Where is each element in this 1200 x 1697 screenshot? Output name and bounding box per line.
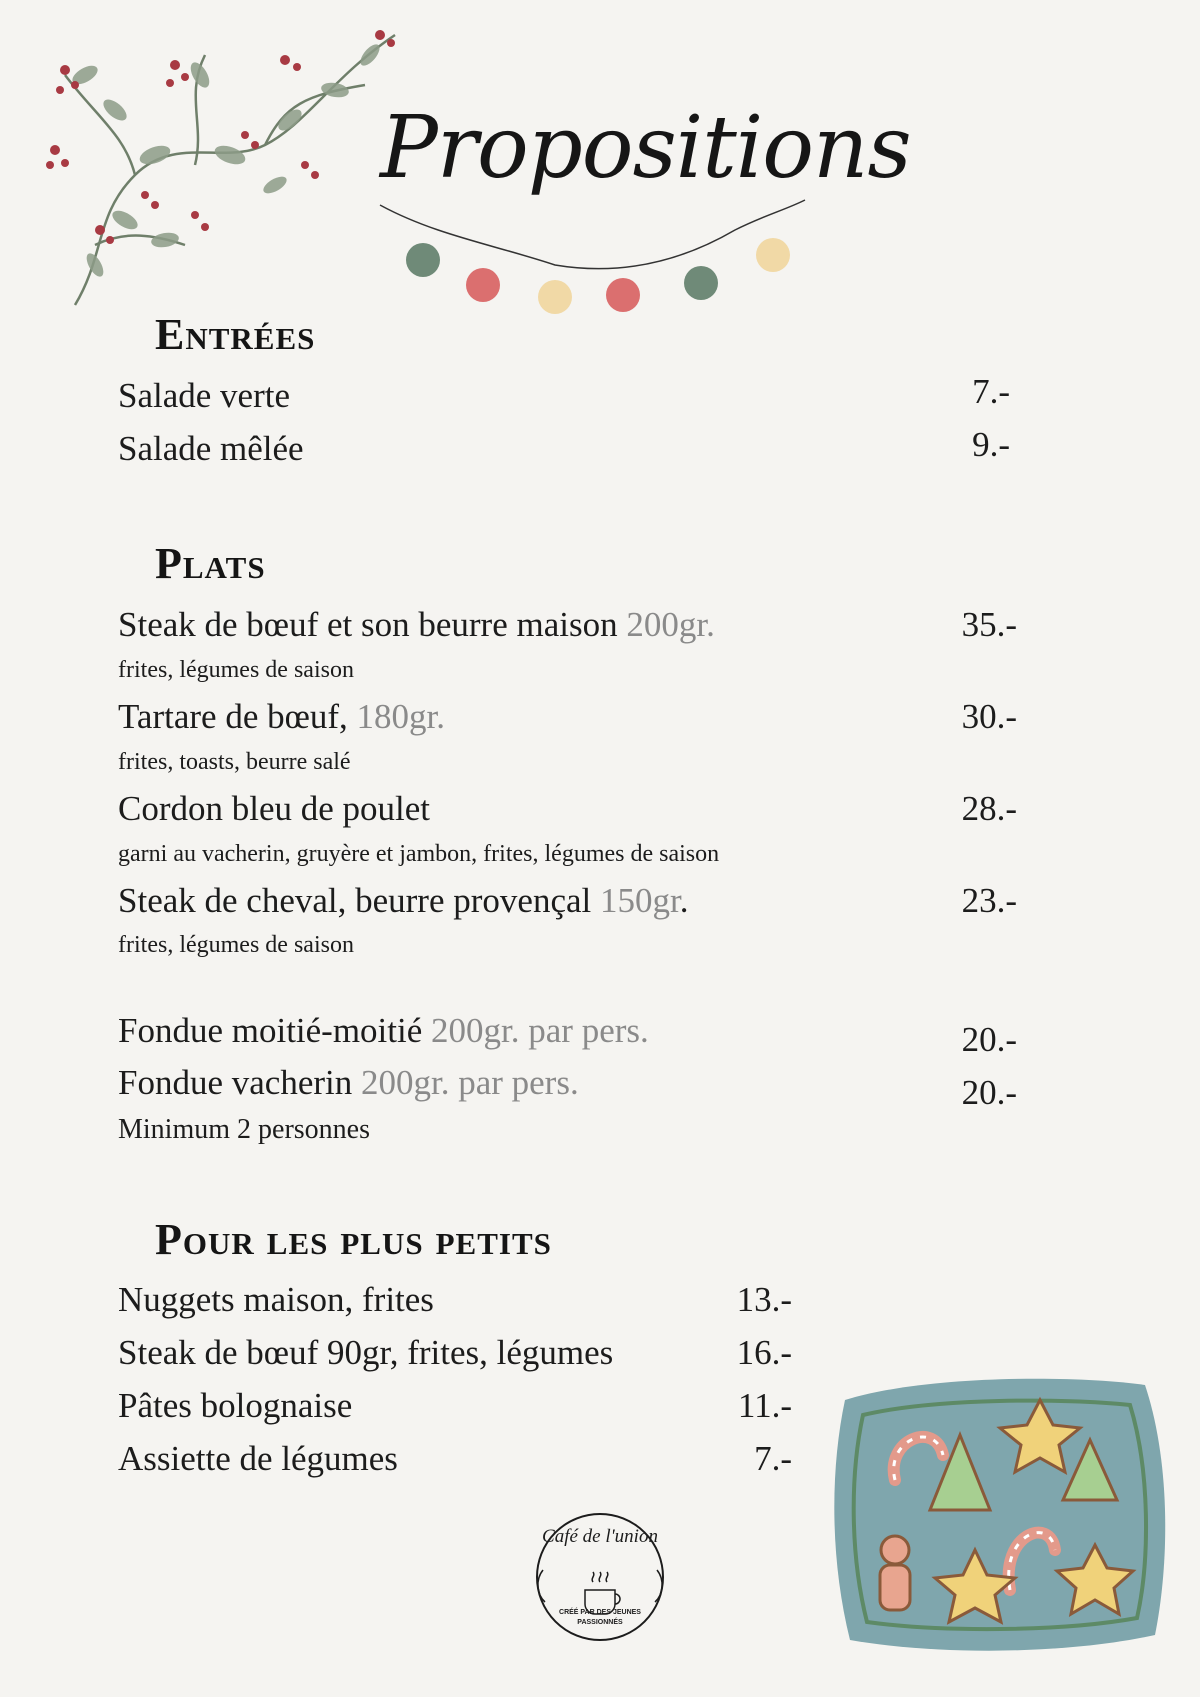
menu-item-name: Nuggets maison, frites bbox=[118, 1280, 434, 1319]
menu-item-weight: 200gr. par pers. bbox=[431, 1011, 649, 1050]
menu-item-description: frites, légumes de saison bbox=[118, 657, 354, 683]
menu-item-description: frites, toasts, beurre salé bbox=[118, 749, 351, 775]
menu-item-price: 13.- bbox=[736, 1280, 792, 1319]
menu-item-price: 35.- bbox=[961, 605, 1017, 644]
holly-branch-illustration bbox=[35, 15, 415, 315]
menu-item-name: Assiette de légumes bbox=[118, 1439, 398, 1478]
menu-item bbox=[118, 1013, 649, 1048]
menu-item-weight: 150gr bbox=[600, 881, 680, 920]
menu-item-description: garni au vacherin, gruyère et jambon, frites, légumes de saison bbox=[118, 841, 720, 867]
menu-item bbox=[118, 883, 688, 918]
menu-item-name: Salade mêlée bbox=[118, 429, 304, 468]
cookie-plate-illustration bbox=[825, 1360, 1175, 1660]
string-lights-illustration bbox=[375, 195, 815, 315]
logo-tagline-2: PASSIONNÉS bbox=[577, 1619, 623, 1626]
page-title: Propositions bbox=[380, 98, 911, 198]
logo-name: Café de l'union bbox=[542, 1526, 658, 1547]
menu-item bbox=[118, 607, 715, 642]
menu-item-name: Steak de bœuf 90gr, frites, légumes bbox=[118, 1333, 614, 1372]
menu-item-price: 7.- bbox=[972, 372, 1010, 411]
menu-item-price: 9.- bbox=[972, 425, 1010, 464]
menu-item bbox=[118, 699, 445, 734]
menu-item-name: Steak de bœuf et son beurre maison bbox=[118, 605, 618, 644]
menu-item-price: 20.- bbox=[961, 1020, 1017, 1059]
menu-item-name: Pâtes bolognaise bbox=[118, 1386, 353, 1425]
menu-item-name: Fondue moitié-moitié bbox=[118, 1011, 423, 1050]
menu-item-price: 30.- bbox=[961, 697, 1017, 736]
menu-item-weight-suffix: . bbox=[679, 881, 689, 920]
cafe-logo bbox=[525, 1510, 675, 1645]
menu-item-name: Salade verte bbox=[118, 376, 290, 415]
menu-item-weight: 200gr. bbox=[626, 605, 715, 644]
menu-item-price: 20.- bbox=[961, 1073, 1017, 1112]
menu-item-name: Fondue vacherin bbox=[118, 1063, 353, 1102]
section-heading-plats: Plats bbox=[155, 539, 266, 588]
section-heading-kids: Pour les plus petits bbox=[155, 1215, 552, 1264]
menu-item-price: 11.- bbox=[737, 1386, 792, 1425]
fondue-note: Minimum 2 personnes bbox=[118, 1114, 370, 1145]
menu-item-weight: 200gr. par pers. bbox=[360, 1063, 579, 1102]
menu-item-price: 7.- bbox=[754, 1439, 792, 1478]
menu-item-price: 16.- bbox=[736, 1333, 792, 1372]
section-heading-entrees: Entrées bbox=[155, 310, 316, 359]
logo-tagline-1: CRÉÉ PAR DES JEUNES bbox=[559, 1609, 641, 1616]
menu-item-weight: 180gr. bbox=[356, 697, 446, 736]
menu-item-name: Steak de cheval, beurre provençal bbox=[118, 881, 592, 920]
menu-item bbox=[118, 1065, 579, 1100]
menu-item-name: Tartare de bœuf, bbox=[118, 697, 348, 736]
menu-item-description: frites, légumes de saison bbox=[118, 932, 354, 958]
menu-item-price: 28.- bbox=[961, 789, 1017, 828]
menu-item-price: 23.- bbox=[961, 881, 1017, 920]
menu-item-name: Cordon bleu de poulet bbox=[118, 789, 431, 828]
